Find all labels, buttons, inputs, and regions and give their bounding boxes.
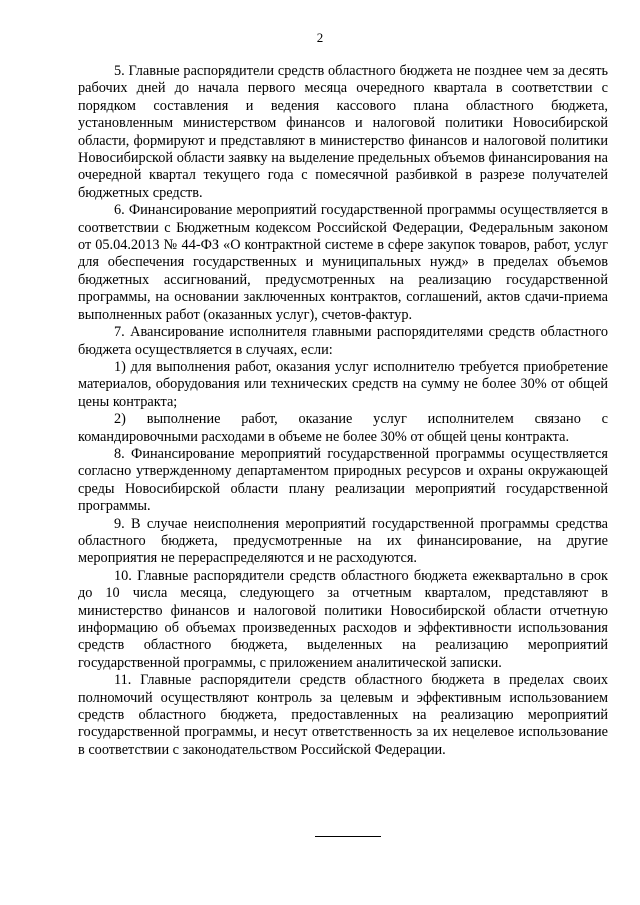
paragraph-7-item-1: 1) для выполнения работ, оказания услуг исполнителю требуется приобретение материалов, оборудования или технических средств на сумму не более 30% от общей цены контракта; xyxy=(78,358,608,410)
paragraph-5: 5. Главные распорядители средств областного бюджета не позднее чем за десять рабочих дней до начала первого месяца очередного квартала в соответствии с порядком составления и ведения кассового плана областного бюджета, установленным министерством финансов и налоговой политики Новосибирской области, формируют и представляют в министерство финансов и налоговой политики Новосибирской области заявку на выделение предельных объемов финансирования на очередной квартал текущего года с помесячной разбивкой в разрезе получателей бюджетных средств. xyxy=(78,63,608,201)
paragraph-9: 9. В случае неисполнения мероприятий государственной программы средства областного бюджета, предусмотренные на их финансирование, на другие мероприятия не перераспределяются и не расходуются. xyxy=(78,515,608,567)
paragraph-7: 7. Авансирование исполнителя главными распорядителями средств областного бюджета осуществляется в случаях, если: xyxy=(78,324,608,358)
paragraph-8: 8. Финансирование мероприятий государственной программы осуществляется согласно утвержденному департаментом природных ресурсов и охраны окружающей среды Новосибирской области плану реализации мероприятий государственной программы. xyxy=(78,445,608,515)
page-number: 2 xyxy=(316,30,324,45)
paragraph-10: 10. Главные распорядители средств областного бюджета ежеквартально в срок до 10 числа месяца, следующего за отчетным кварталом, представляют в министерство финансов и налоговой политики Новосибирской области отчетную информацию об объемах произведенных расходов и эффективности использования средств областного бюджета, выделенных на реализацию мероприятий государственной программы, с приложением аналитической записки. xyxy=(78,567,608,671)
document-body xyxy=(78,63,608,759)
paragraph-6: 6. Финансирование мероприятий государственной программы осуществляется в соответствии с Бюджетным кодексом Российской Федерации, Федеральным законом от 05.04.2013 № 44-ФЗ «О контрактной системе в сфере закупок товаров, работ, услуг для обеспечения государственных и муниципальных нужд» в пределах объемов бюджетных ассигнований, предусмотренных на реализацию государственной программы, на основании заключенных контрактов, соглашений, актов сдачи-приема выполненных работ (оказанных услуг), счетов-фактур. xyxy=(78,202,608,323)
closing-divider xyxy=(315,836,381,837)
paragraph-11: 11. Главные распорядители средств областного бюджета в пределах своих полномочий осуществляют контроль за целевым и эффективным использованием средств областного бюджета, предоставленных на реализацию мероприятий государственной программы, и несут ответственность за их нецелевое использование в соответствии с законодательством Российской Федерации. xyxy=(78,672,608,758)
paragraph-7-item-2: 2) выполнение работ, оказание услуг исполнителем связано с командировочными расходами в объеме не более 30% от общей цены контракта. xyxy=(78,411,608,445)
